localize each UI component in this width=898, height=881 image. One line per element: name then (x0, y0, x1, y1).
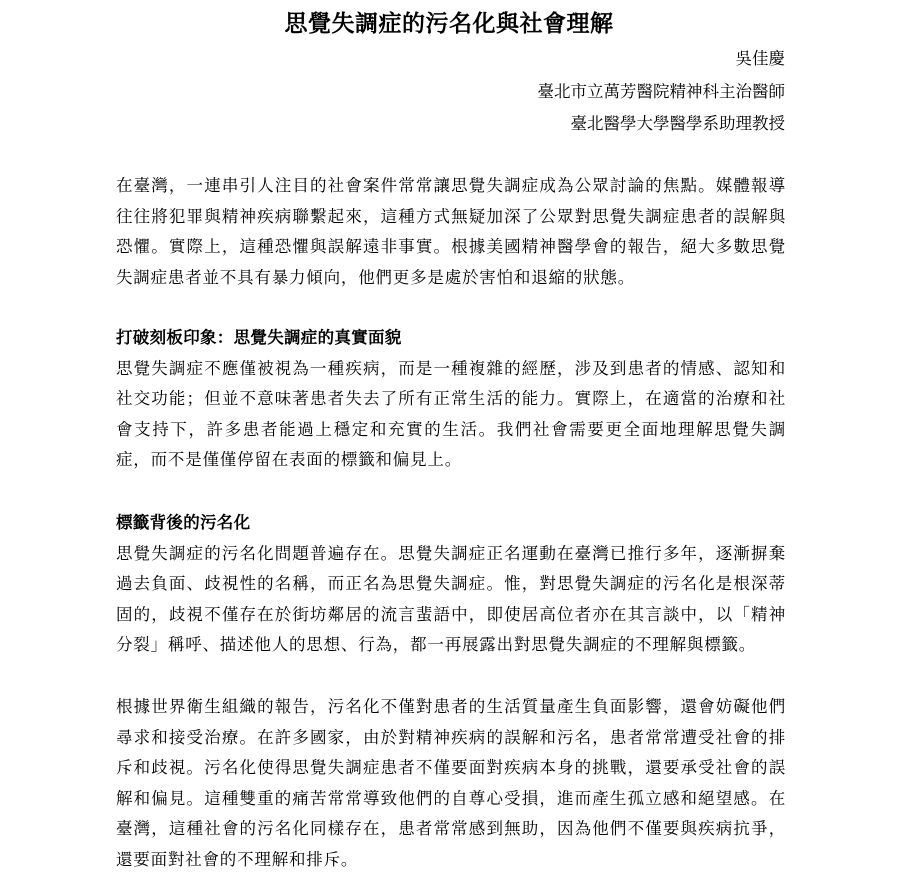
intro-block (116, 171, 786, 293)
author-affiliation-1: 臺北市立萬芳醫院精神科主治醫師 (537, 82, 785, 101)
section-1-heading: 打破刻板印象：思覺失調症的真實面貌 (116, 328, 402, 347)
section-2-paragraph-1: 思覺失調症的污名化問題普遍存在。思覺失調症正名運動在臺灣已推行多年，逐漸摒棄過去負面、歧視性的名稱，而正名為思覺失調症。惟，對思覺失調症的污名化是根深蒂固的，歧視不僅存在於街坊鄰居的流言蜚語中，即使居高位者亦在其言談中，以「精神分裂」稱呼、描述他人的思想、行為，都一再展露出對思覺失調症的不理解與標籤。 (116, 543, 786, 654)
intro-paragraph: 在臺灣，一連串引人注目的社會案件常常讓思覺失調症成為公眾討論的焦點。媒體報導往往將犯罪與精神疾病聯繫起來，這種方式無疑加深了公眾對思覺失調症患者的誤解與恐懼。實際上，這種恐懼與誤解遠非事實。根據美國精神醫學會的報告，絕大多數思覺失調症患者並不具有暴力傾向，他們更多是處於害怕和退縮的狀態。 (116, 176, 786, 287)
section-1-paragraph: 思覺失調症不應僅被視為一種疾病，而是一種複雜的經歷，涉及到患者的情感、認知和社交功能；但並不意味著患者失去了所有正常生活的能力。實際上，在適當的治療和社會支持下，許多患者能過上穩定和充實的生活。我們社會需要更全面地理解思覺失調症，而不是僅僅停留在表面的標籤和偏見上。 (116, 358, 786, 469)
author-name: 吳佳慶 (735, 49, 785, 68)
section-2-heading: 標籤背後的污名化 (116, 513, 251, 532)
section-2 (116, 508, 786, 661)
section-2-paragraph-2: 根據世界衛生組織的報告，污名化不僅對患者的生活質量產生負面影響，還會妨礙他們尋求和接受治療。在許多國家，由於對精神疾病的誤解和污名，患者常常遭受社會的排斥和歧視。污名化使得思覺失調症患者不僅要面對疾病本身的挑戰，還要承受社會的誤解和偏見。這種雙重的痛苦常常導致他們的自尊心受損，進而產生孤立感和絕望感。在臺灣，這種社會的污名化同樣存在，患者常常感到無助，因為他們不僅要與疾病抗爭，還要面對社會的不理解和排斥。 (116, 697, 786, 869)
author-affiliation-2: 臺北醫學大學醫學系助理教授 (570, 114, 785, 133)
section-2-continued (116, 692, 786, 875)
section-1 (116, 323, 786, 476)
article-title: 思覺失調症的污名化與社會理解 (284, 11, 614, 37)
